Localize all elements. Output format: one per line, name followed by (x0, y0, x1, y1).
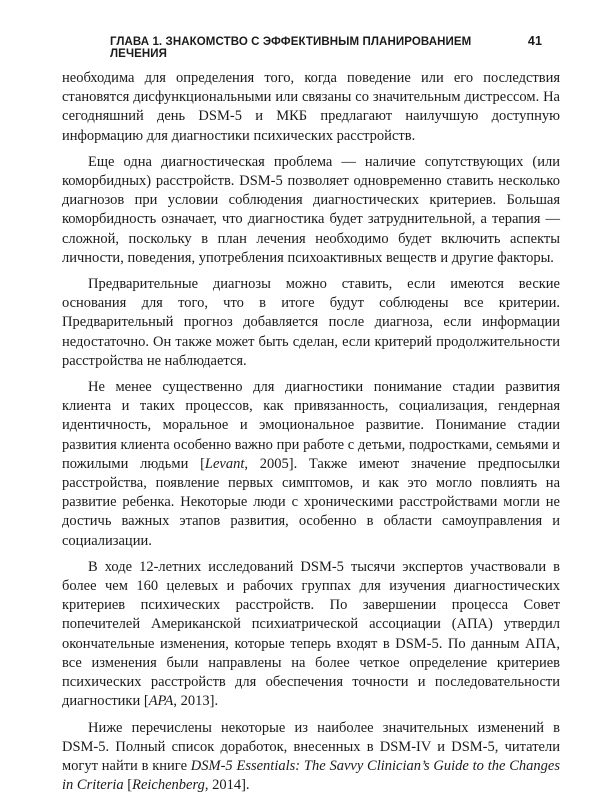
paragraph (62, 275, 560, 371)
paragraph (62, 153, 560, 268)
text-run: Не менее существенно для диагностики понимание стадии развития клиента и таких процессов, как привязанность, социализация, гендерная идентичность, моральное и эмоциональное развитие. Понимание стадии развития клиента особенно важно при работе с детьми, подростками, семьями и пожилыми людьми [ (62, 379, 560, 472)
text-run: , 2013]. (173, 693, 218, 709)
text-run: , 2005]. Также имеют значение предпосылки расстройства, появление первых симптомов, и как это могло повлиять на развитие ребенка. Некоторые люди с хроническими расстройствами могли не достичь важных этапов развития, особенно в области самоуправления и социализации. (62, 456, 560, 549)
text-run: Еще одна диагностическая проблема — наличие сопутствующих (или коморбидных) расстройств. DSM-5 позволяет одновременно ставить несколько диагнозов при условии соблюдения диагностических критериев. Большая коморбидность означает, что диагностика будет затруднительной, а терапия — сложной, поскольку в план лечения необходимо будет включить аспекты личности, поведения, употребления психоактивных веществ и другие факторы. (62, 154, 560, 266)
running-head (110, 34, 560, 60)
citation-author: Reichenberg (132, 777, 205, 793)
book-title: DSM-5 Essentials: The Savvy Clinician’s Guide to the Changes in Criteria (62, 758, 560, 793)
text-run: [ (124, 777, 132, 793)
paragraph (62, 719, 560, 795)
text-run: В ходе 12-летних исследований DSM-5 тысячи экспертов участвовали в более чем 160 целевых и рабочих группах для изучения диагностических критериев психических расстройств. По завершении процесса Совет попечителей Американской психиатрической ассоциации (АПА) утвердил окончательные изменения, которые теперь входят в DSM-5. По данным АПА, все изменения были направлены на более четкое определение критериев психических расстройств для обеспечения точности и последовательности диагностики [ (62, 559, 560, 709)
paragraph (62, 69, 560, 146)
text-run: Предварительные диагнозы можно ставить, если имеются веские основания для того, что в итоге будут соблюдены все критерии. Предварительный прогноз добавляется после диагноза, если информации недостаточно. Он также может быть сделан, если критерий продолжительности расстройства не наблюдается. (62, 276, 560, 369)
citation-author: Levant (205, 456, 244, 472)
citation-author: APA (149, 693, 174, 709)
paragraph (62, 558, 560, 712)
text-run: , 2014]. (205, 777, 250, 793)
text-run: необходима для определения того, когда поведение или его последствия становятся дисфункциональными или связаны со значительным дистрессом. На сегодняшний день DSM-5 и МКБ предлагают наилучшую доступную информацию для диагностики психических расстройств. (62, 70, 560, 144)
chapter-title: ГЛАВА 1. ЗНАКОМСТВО С ЭФФЕКТИВНЫМ ПЛАНИРОВАНИЕМ ЛЕЧЕНИЯ (110, 36, 528, 60)
paragraph (62, 378, 560, 551)
page-number: 41 (528, 34, 542, 48)
body-text (62, 69, 560, 795)
text-run: Ниже перечислены некоторые из наиболее значительных изменений в DSM-5. Полный список доработок, внесенных в DSM-IV и DSM-5, читатели могут найти в книге (62, 720, 560, 774)
